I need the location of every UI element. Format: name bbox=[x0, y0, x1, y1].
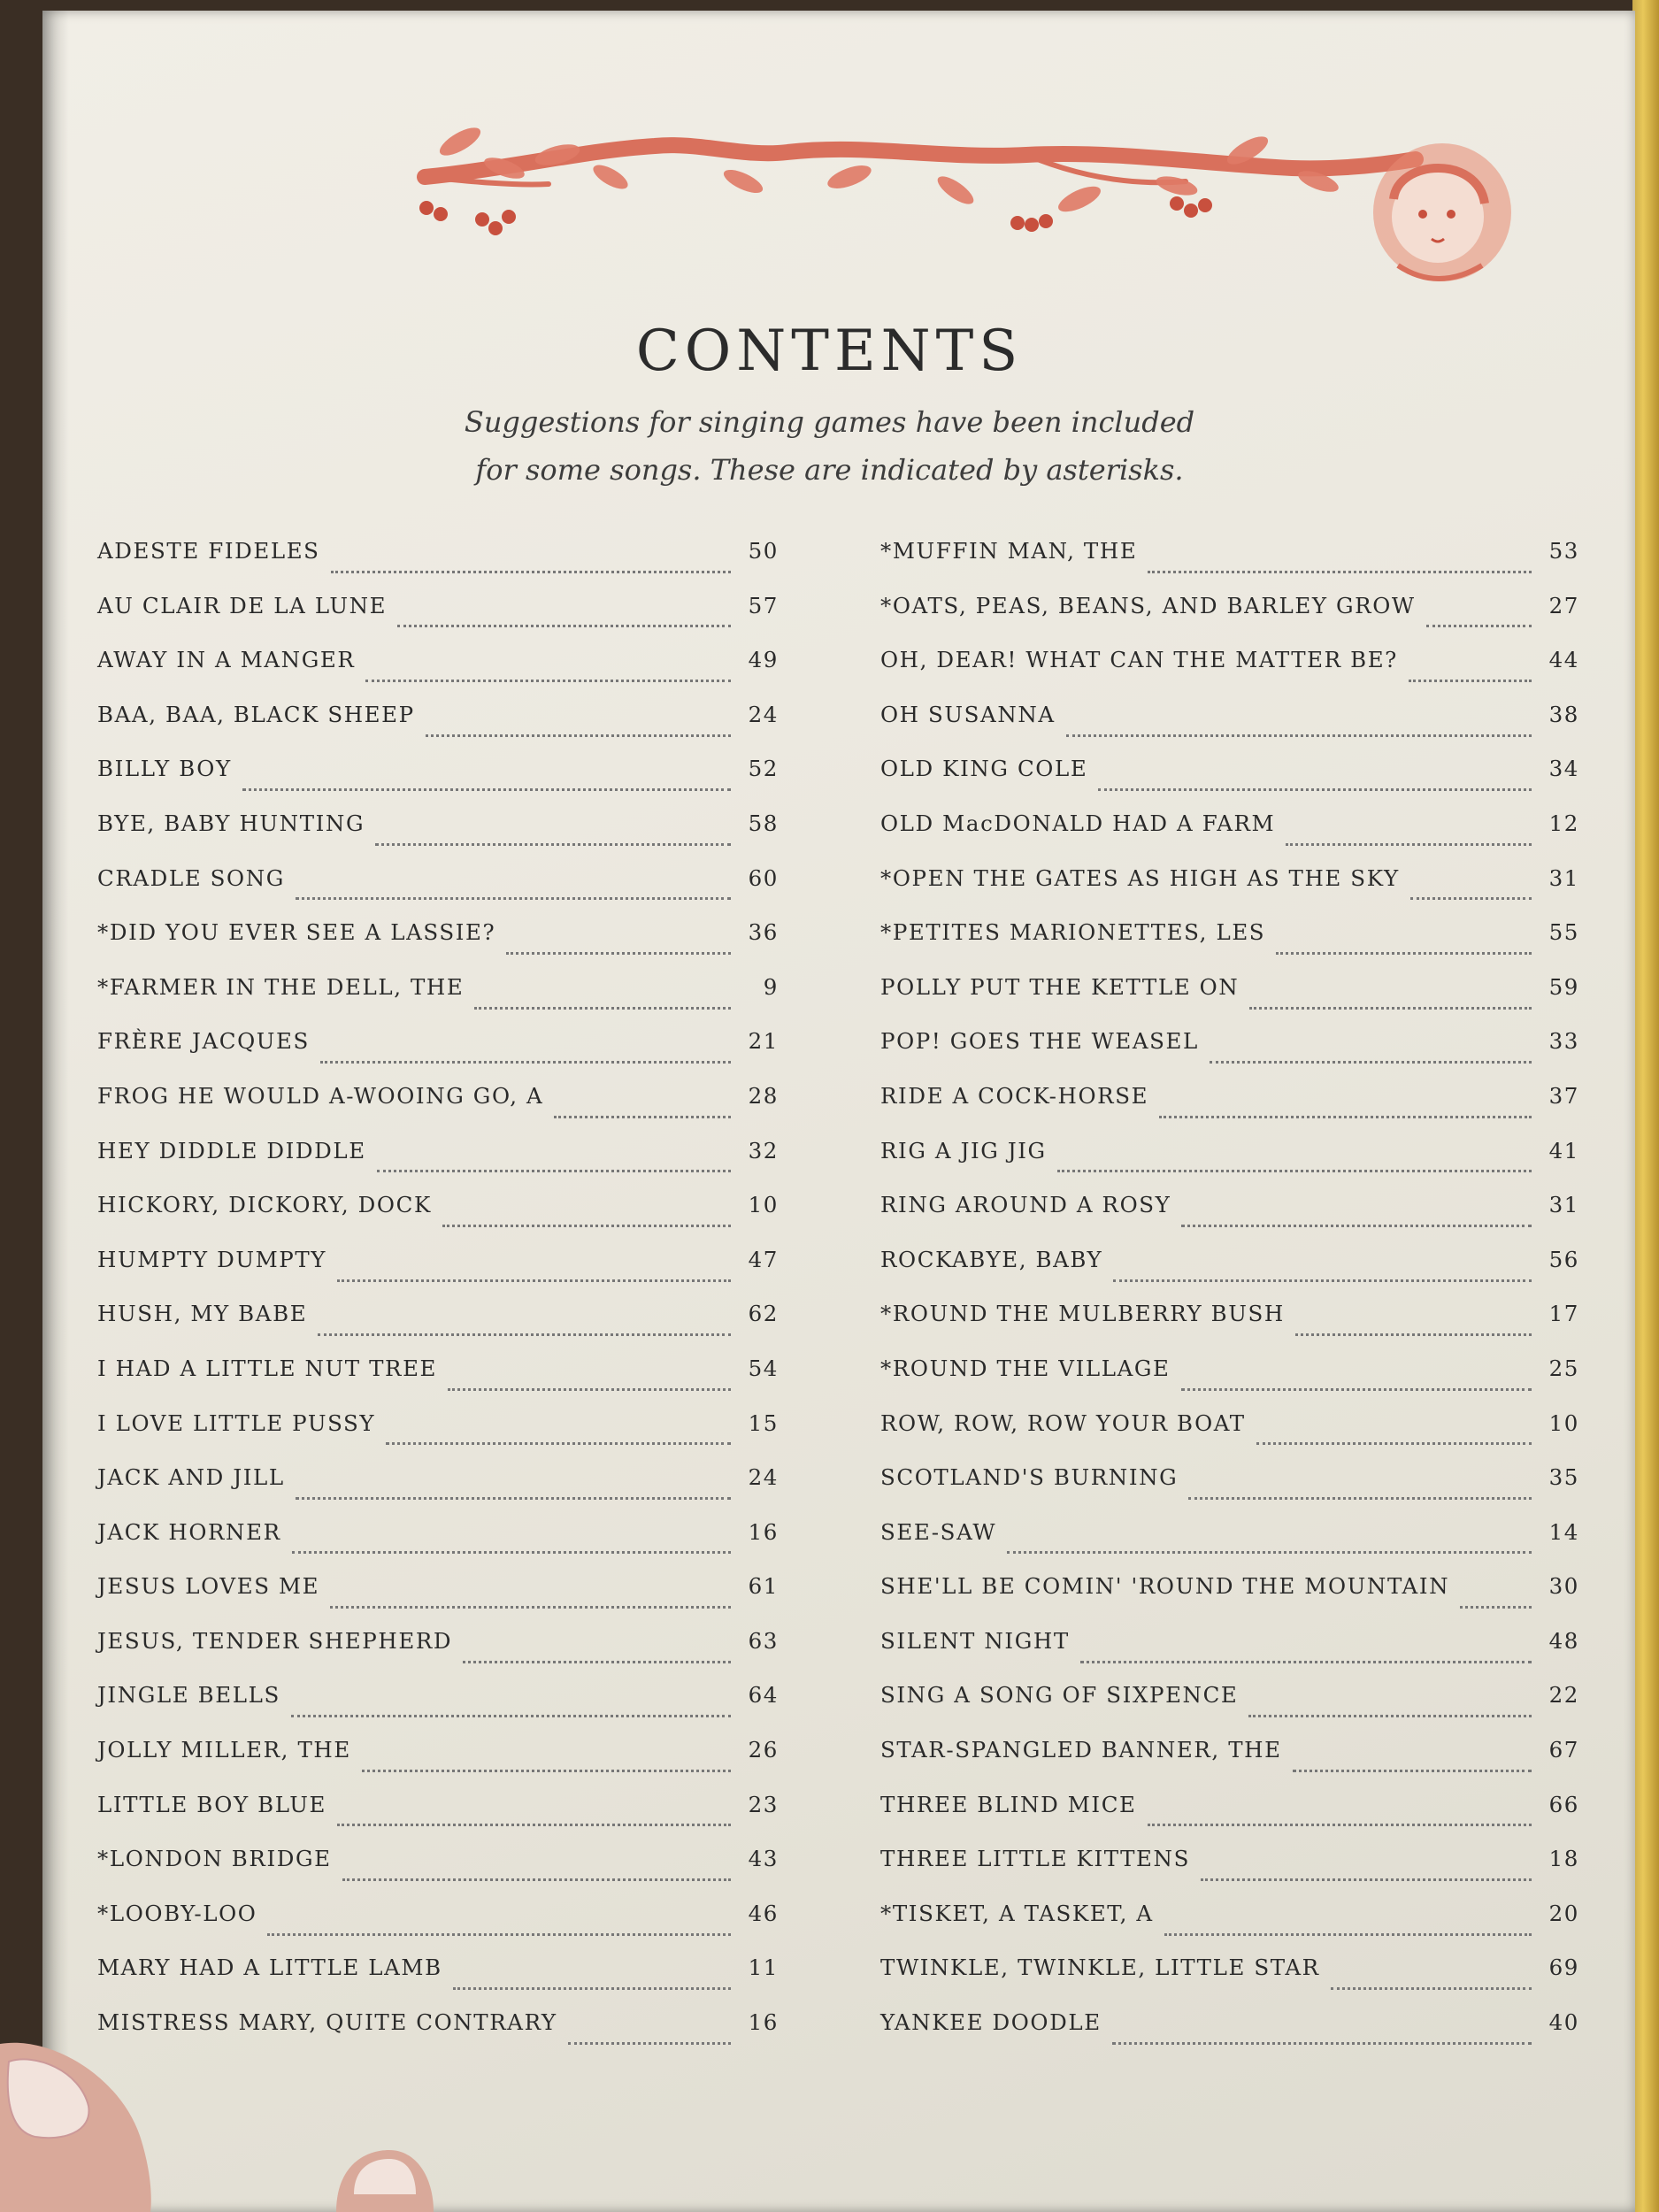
entry-page-number: 52 bbox=[748, 756, 779, 782]
cherry-garland-illustration bbox=[407, 115, 1557, 319]
entry-title: SCOTLAND'S BURNING bbox=[880, 1464, 1179, 1491]
entry-page-number: 58 bbox=[748, 810, 779, 836]
contents-entry bbox=[97, 1573, 779, 1628]
entry-page-number: 48 bbox=[1548, 1627, 1579, 1654]
dot-leader bbox=[1248, 1714, 1532, 1717]
entry-title: *ROUND THE MULBERRY BUSH bbox=[880, 1301, 1285, 1327]
dot-leader bbox=[1188, 1496, 1532, 1500]
dot-leader bbox=[474, 1006, 731, 1010]
contents-entry bbox=[880, 1792, 1579, 1847]
entry-page-number: 34 bbox=[1548, 756, 1579, 782]
entry-title: LITTLE BOY BLUE bbox=[97, 1791, 326, 1817]
contents-entry bbox=[880, 1573, 1579, 1628]
contents-entry bbox=[880, 647, 1579, 702]
entry-page-number: 49 bbox=[748, 647, 779, 673]
entry-page-number: 17 bbox=[1548, 1301, 1579, 1327]
entry-title: I LOVE LITTLE PUSSY bbox=[97, 1409, 376, 1436]
contents-entry bbox=[97, 1628, 779, 1683]
dot-leader bbox=[442, 1224, 731, 1227]
contents-entry bbox=[880, 1464, 1579, 1519]
entry-title: ADESTE FIDELES bbox=[97, 538, 320, 564]
entry-page-number: 57 bbox=[748, 592, 779, 618]
entry-title: POP! GOES THE WEASEL bbox=[880, 1028, 1199, 1055]
contents-entry bbox=[880, 974, 1579, 1029]
dot-leader bbox=[267, 1932, 731, 1936]
entry-page-number: 9 bbox=[763, 973, 779, 1000]
contents-entry bbox=[880, 1628, 1579, 1683]
entry-title: SHE'LL BE COMIN' 'ROUND THE MOUNTAIN bbox=[880, 1573, 1450, 1600]
dot-leader bbox=[331, 570, 731, 573]
girl-face-illustration bbox=[1373, 143, 1511, 281]
entry-page-number: 11 bbox=[748, 1955, 779, 1981]
contents-entry bbox=[880, 1083, 1579, 1138]
entry-page-number: 40 bbox=[1548, 2009, 1579, 2036]
dot-leader bbox=[1460, 1605, 1532, 1609]
dot-leader bbox=[1164, 1932, 1532, 1936]
entry-page-number: 32 bbox=[748, 1137, 779, 1164]
entry-title: *MUFFIN MAN, THE bbox=[880, 538, 1138, 564]
entry-page-number: 30 bbox=[1548, 1573, 1579, 1600]
entry-title: *LOOBY-LOO bbox=[97, 1900, 257, 1926]
contents-entry bbox=[880, 1410, 1579, 1465]
contents-entry bbox=[880, 1846, 1579, 1901]
contents-entry bbox=[880, 593, 1579, 648]
entry-title: JESUS LOVES ME bbox=[97, 1573, 320, 1600]
contents-entry bbox=[880, 1247, 1579, 1302]
entry-page-number: 28 bbox=[748, 1082, 779, 1109]
contents-entry bbox=[97, 2009, 779, 2064]
contents-entry bbox=[880, 1901, 1579, 1955]
entry-page-number: 10 bbox=[1548, 1409, 1579, 1436]
dot-leader bbox=[397, 624, 731, 627]
contents-entry bbox=[880, 1737, 1579, 1792]
dot-leader bbox=[1112, 2041, 1532, 2045]
dot-leader bbox=[362, 1769, 731, 1772]
entry-title: THREE LITTLE KITTENS bbox=[880, 1846, 1190, 1872]
dot-leader bbox=[291, 1714, 731, 1717]
dot-leader bbox=[337, 1823, 731, 1826]
entry-page-number: 24 bbox=[748, 1464, 779, 1491]
entry-title: JACK HORNER bbox=[97, 1518, 281, 1545]
entry-title: JOLLY MILLER, THE bbox=[97, 1737, 351, 1763]
contents-entry bbox=[97, 756, 779, 810]
contents-entry bbox=[97, 1464, 779, 1519]
contents-entry bbox=[97, 1247, 779, 1302]
contents-entry bbox=[97, 1955, 779, 2009]
entry-title: POLLY PUT THE KETTLE ON bbox=[880, 973, 1240, 1000]
entry-page-number: 63 bbox=[748, 1627, 779, 1654]
entry-title: FROG HE WOULD A-WOOING GO, A bbox=[97, 1082, 544, 1109]
dot-leader bbox=[568, 2041, 731, 2045]
contents-entry bbox=[97, 1410, 779, 1465]
entry-title: SILENT NIGHT bbox=[880, 1627, 1070, 1654]
dot-leader bbox=[1148, 570, 1532, 573]
dot-leader bbox=[1181, 1224, 1532, 1227]
contents-entry bbox=[97, 1301, 779, 1356]
dot-leader bbox=[342, 1878, 731, 1881]
contents-entry bbox=[880, 1682, 1579, 1737]
entry-page-number: 16 bbox=[748, 1518, 779, 1545]
entry-title: OH SUSANNA bbox=[880, 701, 1056, 727]
entry-title: ROW, ROW, ROW YOUR BOAT bbox=[880, 1409, 1246, 1436]
entry-title: STAR-SPANGLED BANNER, THE bbox=[880, 1737, 1282, 1763]
entry-title: ROCKABYE, BABY bbox=[880, 1246, 1103, 1272]
contents-entry bbox=[97, 865, 779, 920]
entry-page-number: 56 bbox=[1548, 1246, 1579, 1272]
dot-leader bbox=[1201, 1878, 1532, 1881]
entry-title: THREE BLIND MICE bbox=[880, 1791, 1137, 1817]
thumb-image bbox=[0, 2026, 177, 2212]
entry-title: *LONDON BRIDGE bbox=[97, 1846, 332, 1872]
dot-leader bbox=[463, 1660, 731, 1663]
contents-entry bbox=[97, 1737, 779, 1792]
entry-page-number: 43 bbox=[748, 1846, 779, 1872]
contents-entry bbox=[97, 919, 779, 974]
dot-leader bbox=[318, 1333, 731, 1336]
dot-leader bbox=[1210, 1060, 1532, 1064]
dot-leader bbox=[1098, 787, 1532, 791]
entry-title: *OATS, PEAS, BEANS, AND BARLEY GROW bbox=[880, 592, 1416, 618]
entry-title: JACK AND JILL bbox=[97, 1464, 285, 1491]
entry-title: MISTRESS MARY, QUITE CONTRARY bbox=[97, 2009, 557, 2036]
entry-page-number: 22 bbox=[1548, 1682, 1579, 1709]
entry-page-number: 36 bbox=[748, 919, 779, 946]
entry-title: *OPEN THE GATES AS HIGH AS THE SKY bbox=[880, 864, 1400, 891]
entry-page-number: 61 bbox=[748, 1573, 779, 1600]
contents-entry bbox=[97, 974, 779, 1029]
entry-page-number: 67 bbox=[1548, 1737, 1579, 1763]
dot-leader bbox=[448, 1387, 731, 1391]
entry-title: RIG A JIG JIG bbox=[880, 1137, 1047, 1164]
contents-entry bbox=[97, 702, 779, 757]
dot-leader bbox=[330, 1605, 731, 1609]
entry-page-number: 37 bbox=[1548, 1082, 1579, 1109]
contents-entry bbox=[97, 1682, 779, 1737]
contents-entry bbox=[97, 1901, 779, 1955]
contents-entry bbox=[880, 919, 1579, 974]
dot-leader bbox=[296, 896, 731, 900]
contents-entry bbox=[97, 1028, 779, 1083]
entry-page-number: 23 bbox=[748, 1791, 779, 1817]
entry-title: JINGLE BELLS bbox=[97, 1682, 280, 1709]
entry-title: *FARMER IN THE DELL, THE bbox=[97, 973, 465, 1000]
entry-page-number: 18 bbox=[1548, 1846, 1579, 1872]
contents-right-column bbox=[880, 538, 1579, 2064]
entry-page-number: 62 bbox=[748, 1301, 779, 1327]
contents-entry bbox=[97, 810, 779, 865]
dot-leader bbox=[1256, 1441, 1532, 1445]
dot-leader bbox=[1080, 1660, 1532, 1663]
contents-entry bbox=[97, 1356, 779, 1410]
dot-leader bbox=[365, 679, 731, 682]
entry-page-number: 46 bbox=[748, 1900, 779, 1926]
entry-page-number: 47 bbox=[748, 1246, 779, 1272]
entry-page-number: 10 bbox=[748, 1192, 779, 1218]
contents-entry bbox=[880, 1519, 1579, 1574]
entry-title: AU CLAIR DE LA LUNE bbox=[97, 592, 388, 618]
entry-title: SING A SONG OF SIXPENCE bbox=[880, 1682, 1239, 1709]
entry-title: *ROUND THE VILLAGE bbox=[880, 1355, 1171, 1381]
entry-page-number: 15 bbox=[748, 1409, 779, 1436]
entry-title: OH, DEAR! WHAT CAN THE MATTER BE? bbox=[880, 647, 1398, 673]
dot-leader bbox=[242, 787, 731, 791]
entry-title: I HAD A LITTLE NUT TREE bbox=[97, 1355, 438, 1381]
entry-title: HUSH, MY BABE bbox=[97, 1301, 308, 1327]
contents-entry bbox=[97, 1519, 779, 1574]
entry-page-number: 21 bbox=[748, 1028, 779, 1055]
contents-entry bbox=[880, 756, 1579, 810]
entry-page-number: 31 bbox=[1548, 1192, 1579, 1218]
entry-page-number: 69 bbox=[1548, 1955, 1579, 1981]
entry-title: *DID YOU EVER SEE A LASSIE? bbox=[97, 919, 496, 946]
contents-entry bbox=[97, 1138, 779, 1193]
entry-page-number: 14 bbox=[1548, 1518, 1579, 1545]
entry-title: *PETITES MARIONETTES, LES bbox=[880, 919, 1266, 946]
subtitle-line-2: for some songs. These are indicated by asterisks. bbox=[475, 453, 1184, 487]
contents-entry bbox=[880, 2009, 1579, 2064]
entry-page-number: 27 bbox=[1548, 592, 1579, 618]
entry-title: AWAY IN A MANGER bbox=[97, 647, 356, 673]
entry-title: OLD MacDONALD HAD A FARM bbox=[880, 810, 1276, 836]
entry-page-number: 44 bbox=[1548, 647, 1579, 673]
contents-entry bbox=[880, 1301, 1579, 1356]
dot-leader bbox=[1331, 1986, 1532, 1990]
entry-title: JESUS, TENDER SHEPHERD bbox=[97, 1627, 453, 1654]
dot-leader bbox=[1295, 1333, 1532, 1336]
contents-left-column bbox=[97, 538, 779, 2064]
entry-page-number: 55 bbox=[1548, 919, 1579, 946]
dot-leader bbox=[506, 951, 731, 955]
dot-leader bbox=[1007, 1550, 1532, 1554]
entry-page-number: 59 bbox=[1548, 973, 1579, 1000]
dot-leader bbox=[1148, 1823, 1532, 1826]
entry-page-number: 54 bbox=[748, 1355, 779, 1381]
contents-entry bbox=[97, 647, 779, 702]
contents-entry bbox=[97, 1192, 779, 1247]
entry-title: MARY HAD A LITTLE LAMB bbox=[97, 1955, 442, 1981]
entry-page-number: 50 bbox=[748, 538, 779, 564]
contents-entry bbox=[880, 1192, 1579, 1247]
entry-page-number: 66 bbox=[1548, 1791, 1579, 1817]
dot-leader bbox=[375, 842, 731, 846]
entry-title: TWINKLE, TWINKLE, LITTLE STAR bbox=[880, 1955, 1320, 1981]
entry-title: BAA, BAA, BLACK SHEEP bbox=[97, 701, 415, 727]
entry-title: RING AROUND A ROSY bbox=[880, 1192, 1171, 1218]
entry-title: SEE-SAW bbox=[880, 1518, 997, 1545]
dot-leader bbox=[292, 1550, 731, 1554]
entry-page-number: 35 bbox=[1548, 1464, 1579, 1491]
contents-entry bbox=[97, 1846, 779, 1901]
entry-page-number: 41 bbox=[1548, 1137, 1579, 1164]
contents-entry bbox=[880, 538, 1579, 593]
contents-entry bbox=[97, 593, 779, 648]
dot-leader bbox=[453, 1986, 731, 1990]
fingertip-image bbox=[327, 2141, 442, 2212]
entry-title: *TISKET, A TASKET, A bbox=[880, 1900, 1154, 1926]
contents-entry bbox=[97, 1083, 779, 1138]
contents-entry bbox=[97, 538, 779, 593]
entry-page-number: 26 bbox=[748, 1737, 779, 1763]
dot-leader bbox=[1286, 842, 1532, 846]
entry-page-number: 16 bbox=[748, 2009, 779, 2036]
entry-page-number: 53 bbox=[1548, 538, 1579, 564]
dot-leader bbox=[1113, 1279, 1532, 1282]
contents-entry bbox=[880, 1138, 1579, 1193]
contents-entry bbox=[880, 1955, 1579, 2009]
dot-leader bbox=[1293, 1769, 1532, 1772]
entry-title: CRADLE SONG bbox=[97, 864, 285, 891]
entry-page-number: 24 bbox=[748, 701, 779, 727]
dot-leader bbox=[1249, 1006, 1532, 1010]
contents-entry bbox=[880, 865, 1579, 920]
dot-leader bbox=[1159, 1115, 1532, 1118]
entry-page-number: 25 bbox=[1548, 1355, 1579, 1381]
entry-title: RIDE A COCK-HORSE bbox=[880, 1082, 1149, 1109]
subtitle-line-1: Suggestions for singing games have been included bbox=[464, 405, 1195, 439]
dot-leader bbox=[426, 733, 731, 737]
entry-title: HEY DIDDLE DIDDLE bbox=[97, 1137, 366, 1164]
entry-page-number: 12 bbox=[1548, 810, 1579, 836]
dot-leader bbox=[386, 1441, 731, 1445]
dot-leader bbox=[1057, 1169, 1532, 1172]
dot-leader bbox=[1181, 1387, 1532, 1391]
contents-entry bbox=[880, 1028, 1579, 1083]
dot-leader bbox=[337, 1279, 731, 1282]
entry-title: YANKEE DOODLE bbox=[880, 2009, 1102, 2036]
entry-title: BILLY BOY bbox=[97, 756, 232, 782]
entry-title: OLD KING COLE bbox=[880, 756, 1088, 782]
entry-page-number: 33 bbox=[1548, 1028, 1579, 1055]
page-title: CONTENTS bbox=[635, 319, 1024, 384]
dot-leader bbox=[1276, 951, 1532, 955]
contents-entry bbox=[97, 1792, 779, 1847]
dot-leader bbox=[554, 1115, 731, 1118]
entry-title: FRÈRE JACQUES bbox=[97, 1028, 310, 1055]
entry-page-number: 60 bbox=[748, 864, 779, 891]
dot-leader bbox=[1410, 896, 1532, 900]
contents-entry bbox=[880, 702, 1579, 757]
dot-leader bbox=[377, 1169, 731, 1172]
entry-title: HICKORY, DICKORY, DOCK bbox=[97, 1192, 432, 1218]
contents-entry bbox=[880, 1356, 1579, 1410]
entry-title: BYE, BABY HUNTING bbox=[97, 810, 365, 836]
entry-page-number: 64 bbox=[748, 1682, 779, 1709]
dot-leader bbox=[1409, 679, 1532, 682]
dot-leader bbox=[320, 1060, 731, 1064]
entry-page-number: 38 bbox=[1548, 701, 1579, 727]
entry-title: HUMPTY DUMPTY bbox=[97, 1246, 327, 1272]
entry-page-number: 31 bbox=[1548, 864, 1579, 891]
contents-entry bbox=[880, 810, 1579, 865]
dot-leader bbox=[296, 1496, 731, 1500]
entry-page-number: 20 bbox=[1548, 1900, 1579, 1926]
dot-leader bbox=[1066, 733, 1532, 737]
dot-leader bbox=[1426, 624, 1532, 627]
